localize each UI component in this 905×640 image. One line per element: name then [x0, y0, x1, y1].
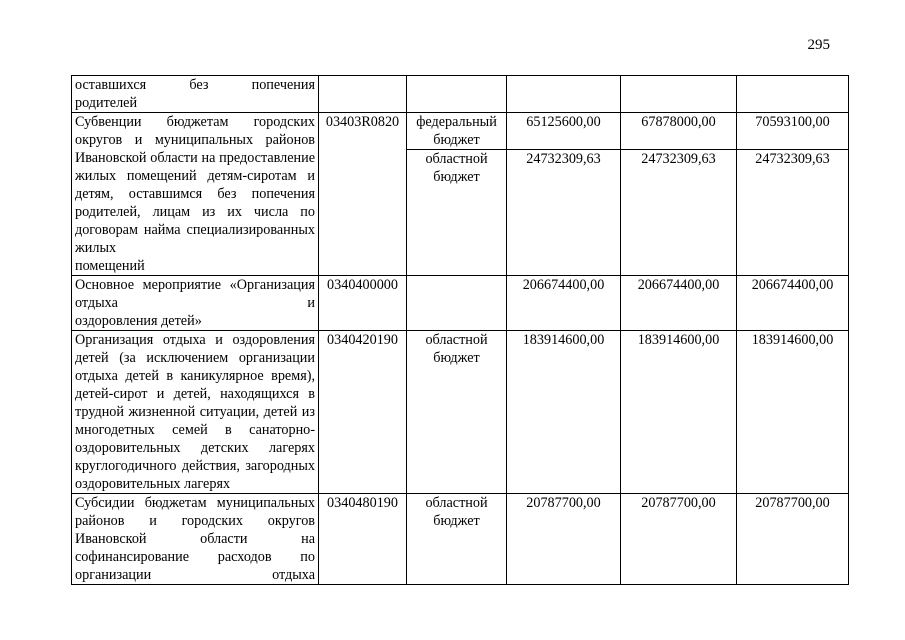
page-number: 295	[807, 37, 830, 53]
event-name-cell	[72, 331, 319, 494]
value-2019-cell: 24732309,63	[507, 150, 621, 276]
value-2020-cell: 183914600,00	[621, 331, 737, 494]
value-2021-cell: 24732309,63	[737, 150, 849, 276]
event-name-cell	[72, 494, 319, 585]
code-cell: 0340400000	[319, 276, 407, 331]
source-cell: областной бюджет	[407, 331, 507, 494]
event-name-last-line: оздоровления детей»	[75, 313, 202, 329]
event-name-last-line: родителей	[75, 95, 138, 111]
code-cell: 0340420190	[319, 331, 407, 494]
value-2020-cell: 20787700,00	[621, 494, 737, 585]
value-2019-cell: 183914600,00	[507, 331, 621, 494]
value-2021-cell: 20787700,00	[737, 494, 849, 585]
value-2019-cell: 65125600,00	[507, 113, 621, 150]
event-name: Организация отдыха и оздоровления детей (за исключением организации отдыха детей в каникулярное время), детей-сирот и детей, находящихся в трудной жизненной ситуации, детей из многодетных семей в санаторно-оздоровительных детских лагерях круглогодичного действия, загородных	[75, 332, 315, 474]
code-cell: 0340480190	[319, 494, 407, 585]
table-row	[72, 494, 849, 585]
code-cell	[319, 76, 407, 113]
table-row	[72, 113, 849, 150]
table-row	[72, 76, 849, 113]
value-2019-cell: 20787700,00	[507, 494, 621, 585]
value-2021-cell: 183914600,00	[737, 331, 849, 494]
source-cell: областной бюджет	[407, 494, 507, 585]
value-2020-cell: 24732309,63	[621, 150, 737, 276]
value-2021-cell: 206674400,00	[737, 276, 849, 331]
table-row	[72, 276, 849, 331]
table-row	[72, 331, 849, 494]
value-2021-cell	[737, 76, 849, 113]
value-2020-cell: 67878000,00	[621, 113, 737, 150]
value-2021-cell: 70593100,00	[737, 113, 849, 150]
value-2020-cell: 206674400,00	[621, 276, 737, 331]
event-name-last-line: оздоровительных лагерях	[75, 476, 231, 492]
event-name: Субвенции бюджетам городских округов и муниципальных районов Ивановской области на предоставление жилых помещений детям-сиротам и детям, оставшимся без попечения родителей, лицам из их числа по договорам найма специализированных жилых	[75, 114, 315, 256]
value-2019-cell	[507, 76, 621, 113]
event-name-last-line: помещений	[75, 258, 145, 274]
event-name: Субсидии бюджетам муниципальных районов и городских округов Ивановской области на софинансирование расходов по организации отдыха	[75, 495, 315, 583]
event-name-cell	[72, 276, 319, 331]
value-2019-cell: 206674400,00	[507, 276, 621, 331]
event-name: Основное мероприятие «Организация отдыха и	[75, 277, 315, 311]
budget-table	[71, 75, 849, 585]
source-cell: областной бюджет	[407, 150, 507, 276]
event-name-cell	[72, 113, 319, 276]
event-name-cell	[72, 76, 319, 113]
event-name: оставшихся без попечения	[75, 77, 315, 93]
value-2020-cell	[621, 76, 737, 113]
source-cell	[407, 276, 507, 331]
source-cell	[407, 76, 507, 113]
source-cell: федеральный бюджет	[407, 113, 507, 150]
code-cell: 03403R0820	[319, 113, 407, 276]
